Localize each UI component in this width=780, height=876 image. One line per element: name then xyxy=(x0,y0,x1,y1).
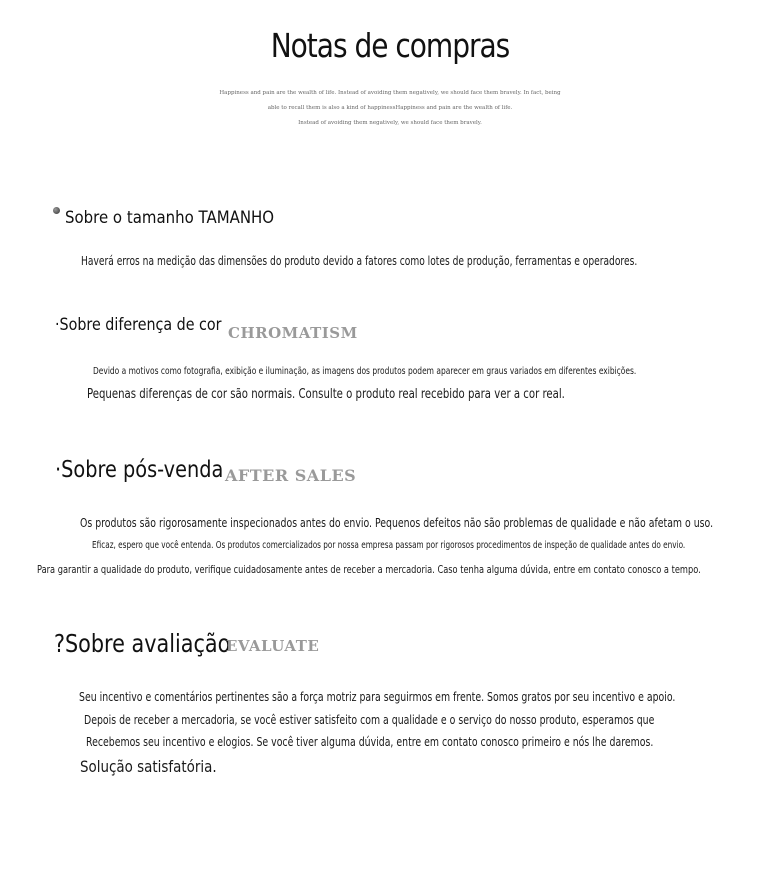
section-evaluate-line-2: Depois de receber a mercadoria, se você estiver satisfeito com a qualidade e o serviço do nosso produto, esperamos que xyxy=(84,713,655,727)
section-color-line-2: Pequenas diferenças de cor são normais. Consulte o produto real recebido para ver a cor real. xyxy=(87,387,565,402)
section-aftersales-heading: ·Sobre pós-venda xyxy=(55,457,224,483)
section-aftersales-line-2: Eficaz, espero que você entenda. Os produtos comercializados por nossa empresa passam por rigorosos procedimentos de inspeção de qualidade antes do envio. xyxy=(92,540,686,551)
section-size-line-1: Haverá erros na medição das dimensões do produto devido a fatores como lotes de produção, ferramentas e operadores. xyxy=(81,254,638,268)
section-evaluate-heading: ?Sobre avaliação xyxy=(54,629,231,658)
page-title: Notas de compras xyxy=(270,26,510,65)
section-aftersales-line-1: Os produtos são rigorosamente inspecionados antes do envio. Pequenos defeitos não são problemas de qualidade e não afetam o uso. xyxy=(80,516,714,530)
intro-line-3: Instead of avoiding them negatively, we should face them bravely. xyxy=(298,120,482,126)
section-aftersales-line-3: Para garantir a qualidade do produto, verifique cuidadosamente antes de receber a mercadoria. Caso tenha alguma dúvida, entre em contato conosco a tempo. xyxy=(37,563,701,576)
section-evaluate-line-3: Recebemos seu incentivo e elogios. Se você tiver alguma dúvida, entre em contato conosco primeiro e nós lhe daremos. xyxy=(86,735,654,749)
section-color-line-1: Devido a motivos como fotografia, exibição e iluminação, as imagens dos produtos podem aparecer em graus variados em diferentes exibições. xyxy=(93,366,637,377)
section-color-heading: ·Sobre diferença de cor xyxy=(55,315,222,335)
section-evaluate-line-1: Seu incentivo e comentários pertinentes são a força motriz para seguirmos em frente. Somos gratos por seu incentivo e apoio. xyxy=(79,690,676,704)
section-evaluate-line-4: Solução satisfatória. xyxy=(80,757,217,776)
bullet-icon xyxy=(53,207,60,214)
section-color-english-label: CHROMATISM xyxy=(228,324,358,342)
intro-line-1: Happiness and pain are the wealth of life. Instead of avoiding them negatively, we should face them bravely. In fact, being xyxy=(219,90,561,96)
section-size-heading: Sobre o tamanho TAMANHO xyxy=(65,208,275,228)
intro-line-2: able to recall them is also a kind of happinessHappiness and pain are the wealth of life. xyxy=(267,105,513,111)
section-aftersales-english-label: AFTER SALES xyxy=(225,466,357,485)
section-evaluate-english-label: EVALUATE xyxy=(226,637,320,655)
